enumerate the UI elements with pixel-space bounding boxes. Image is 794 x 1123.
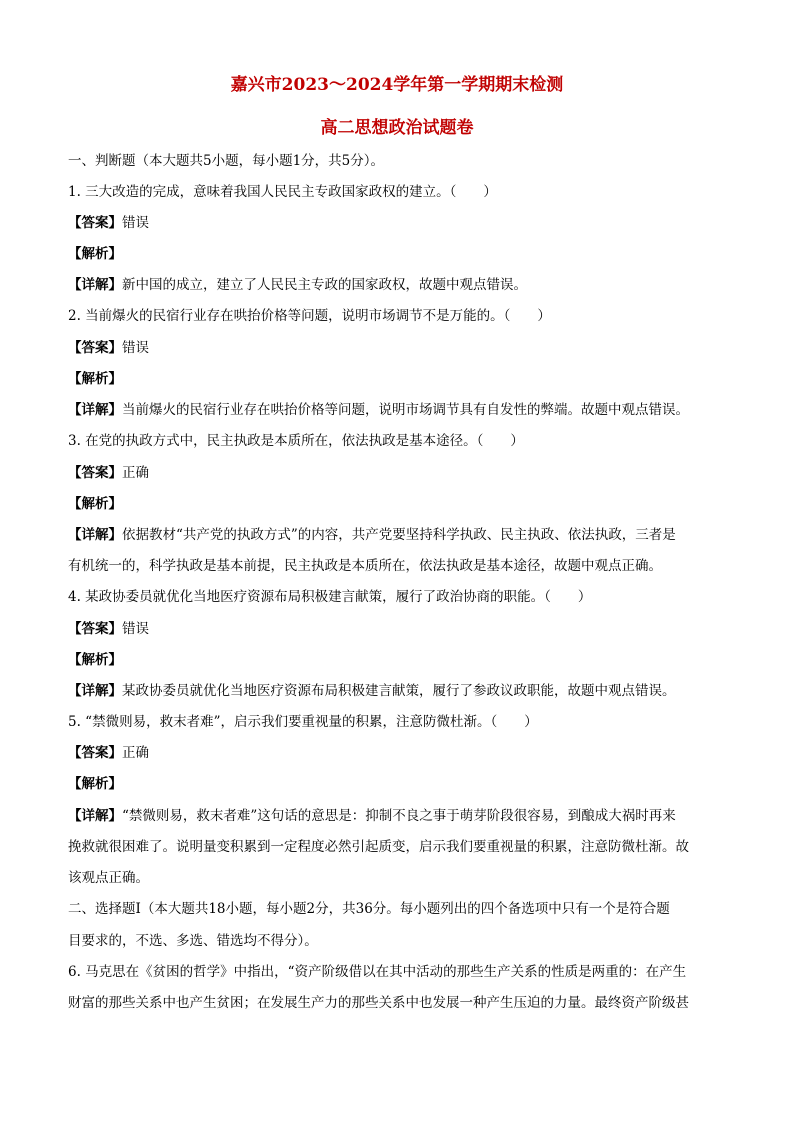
detail-text: 当前爆火的民宿行业存在哄抬价格等问题，说明市场调节具有自发性的弊端。故题中观点错误。 [122, 402, 689, 418]
question-6-stem-cont: 财富的那些关系中也产生贫困；在发展生产力的那些关系中也发展一种产生压迫的力量。最终资产阶级甚 [68, 995, 689, 1011]
answer-value: 正确 [122, 465, 149, 481]
detail-text: 某政协委员就优化当地医疗资源布局积极建言献策，履行了参政议政职能，故题中观点错误。 [122, 683, 676, 699]
question-2-stem: 2. 当前爆火的民宿行业存在哄抬价格等问题，说明市场调节不是万能的。（ ） [68, 308, 551, 324]
question-4-analysis [68, 652, 122, 668]
question-5-detail-cont: 挽救就很困难了。说明量变积累到一定程度必然引起质变，启示我们要重视量的积累，注意防微杜渐。故 [68, 839, 689, 855]
analysis-label: 【解析】 [68, 246, 122, 262]
question-1-analysis [68, 246, 122, 262]
analysis-label: 【解析】 [68, 776, 122, 792]
analysis-label: 【解析】 [68, 371, 122, 387]
question-4-stem: 4. 某政协委员就优化当地医疗资源布局积极建言献策，履行了政治协商的职能。（ ） [68, 589, 592, 605]
answer-label: 【答案】 [68, 621, 122, 637]
answer-label: 【答案】 [68, 340, 122, 356]
question-5-detail-cont2: 该观点正确。 [68, 870, 149, 886]
question-1-detail [68, 277, 527, 293]
section-heading-choice: 二、选择题Ⅰ（本大题共18小题，每小题2分，共36分。每小题列出的四个备选项中只有一个是符合题 [68, 901, 670, 917]
question-5-detail [68, 808, 676, 824]
document-subtitle: 高二思想政治试题卷 [320, 118, 474, 138]
question-5-answer [68, 745, 149, 761]
question-6-stem: 6. 马克思在《贫困的哲学》中指出，“资产阶级借以在其中活动的那些生产关系的性质是两重的：在产生 [68, 964, 687, 980]
question-3-detail [68, 527, 676, 543]
question-2-analysis [68, 371, 122, 387]
answer-label: 【答案】 [68, 465, 122, 481]
detail-text: “禁微则易，救末者难”这句话的意思是：抑制不良之事于萌芽阶段很容易，到酿成大祸时再来 [122, 808, 676, 824]
question-3-analysis [68, 496, 122, 512]
answer-value: 正确 [122, 745, 149, 761]
question-5-stem: 5. “禁微则易，救末者难”，启示我们要重视量的积累，注意防微杜渐。（ ） [68, 714, 538, 730]
detail-label: 【详解】 [68, 527, 122, 543]
question-3-detail-cont: 有机统一的，科学执政是基本前提，民主执政是本质所在，依法执政是基本途径，故题中观点正确。 [68, 558, 662, 574]
document-title: 嘉兴市2023～2024学年第一学期期末检测 [230, 75, 564, 95]
question-1-stem: 1. 三大改造的完成，意味着我国人民民主专政国家政权的建立。（ ） [68, 184, 497, 200]
detail-label: 【详解】 [68, 683, 122, 699]
section-heading-choice-cont: 目要求的，不选、多选、错选均不得分）。 [68, 933, 318, 949]
answer-label: 【答案】 [68, 215, 122, 231]
detail-label: 【详解】 [68, 402, 122, 418]
detail-label: 【详解】 [68, 808, 122, 824]
detail-label: 【详解】 [68, 277, 122, 293]
question-5-analysis [68, 776, 122, 792]
question-2-detail [68, 402, 689, 418]
question-2-answer [68, 340, 149, 356]
question-4-answer [68, 621, 149, 637]
question-4-detail [68, 683, 676, 699]
answer-value: 错误 [122, 340, 149, 356]
detail-text: 依据教材“共产党的执政方式”的内容，共产党要坚持科学执政、民主执政、依法执政，三者是 [122, 527, 676, 543]
question-3-answer [68, 465, 149, 481]
answer-value: 错误 [122, 621, 149, 637]
detail-text: 新中国的成立，建立了人民民主专政的国家政权，故题中观点错误。 [122, 277, 527, 293]
analysis-label: 【解析】 [68, 652, 122, 668]
question-3-stem: 3. 在党的执政方式中，民主执政是本质所在，依法执政是基本途径。（ ） [68, 433, 524, 449]
analysis-label: 【解析】 [68, 496, 122, 512]
answer-label: 【答案】 [68, 745, 122, 761]
question-1-answer [68, 215, 149, 231]
section-heading-judgment: 一、判断题（本大题共5小题，每小题1分，共5分）。 [68, 153, 385, 169]
answer-value: 错误 [122, 215, 149, 231]
